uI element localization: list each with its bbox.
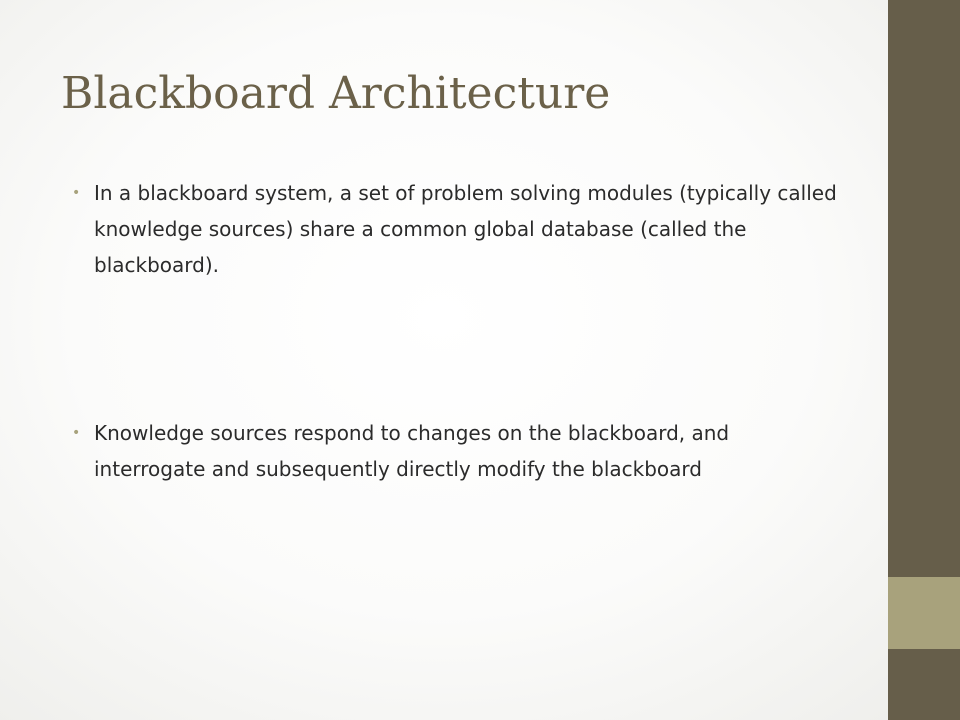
- bullet-text: Knowledge sources respond to changes on the blackboard, and interrogate and subsequently directly modify the blackboard: [94, 421, 730, 481]
- bullet-list: [72, 175, 842, 487]
- bullet-text: In a blackboard system, a set of problem solving modules (typically called knowledge sources) share a common global database (called the blackboard).: [94, 181, 837, 277]
- bullet-dot-icon: •: [72, 425, 81, 441]
- slide-title: Blackboard Architecture: [61, 68, 611, 119]
- bullet-item: [72, 175, 842, 283]
- bullet-dot-icon: •: [72, 185, 81, 201]
- bullet-item: [72, 415, 842, 487]
- decorative-sidebar-accent: [888, 577, 960, 649]
